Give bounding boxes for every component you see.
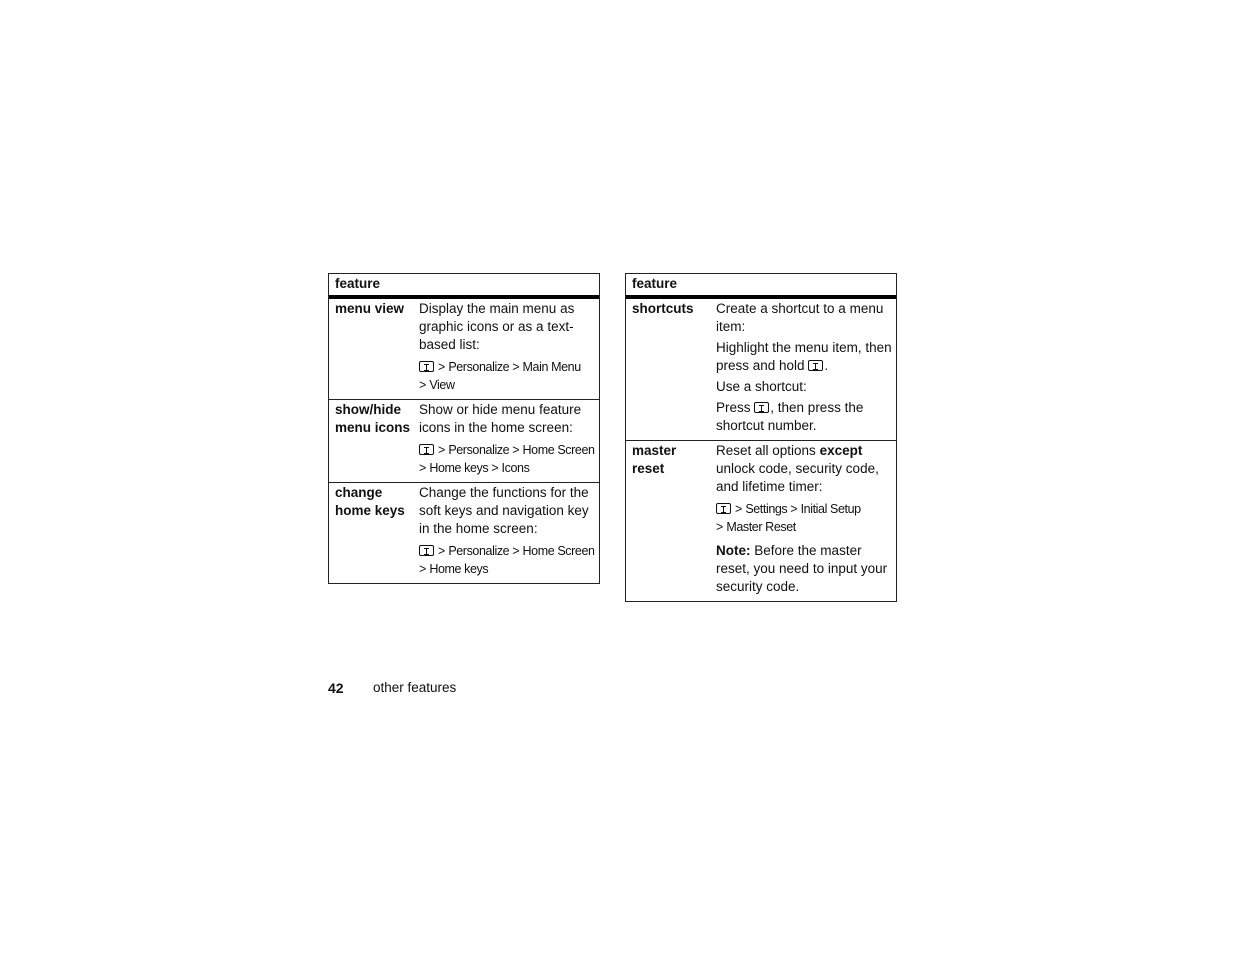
table-row — [329, 299, 599, 399]
feature-description: Display the main menu as graphic icons or as a text-based list: > Personalize > Main Menu > View — [414, 299, 599, 399]
feature-name: master reset — [632, 443, 677, 476]
feature-table-right — [625, 273, 897, 602]
feature-description: Reset all options except unlock code, security code, and lifetime timer: > Settings > Initial Setup > Master Reset Note: Before the master reset, you need to input your security code. — [711, 441, 896, 601]
feature-name: show/hide menu icons — [335, 402, 411, 435]
feature-description: Create a shortcut to a menu item: Highlight the menu item, then press and hold . Use a shortcut: Press , then press the shortcut number. — [716, 301, 892, 433]
menu-key-icon — [419, 545, 434, 556]
table-header: feature — [329, 274, 599, 299]
menu-key-icon — [419, 361, 434, 372]
menu-key-icon — [808, 360, 823, 371]
feature-table-left — [328, 273, 600, 584]
feature-name: shortcuts — [632, 301, 694, 316]
menu-key-icon — [419, 444, 434, 455]
table-row — [626, 299, 896, 440]
menu-path: > Personalize > Home Screen > Home keys > Icons — [419, 443, 595, 475]
menu-path: > Personalize > Home Screen > Home keys — [419, 544, 595, 576]
section-title: other features — [373, 680, 457, 695]
feature-description: Change the functions for the soft keys and navigation key in the home screen: > Personalize > Home Screen > Home keys — [419, 485, 595, 576]
menu-path: > Personalize > Main Menu > View — [419, 360, 581, 392]
table-row — [329, 399, 599, 482]
menu-key-icon — [716, 503, 731, 514]
feature-name: menu view — [335, 301, 405, 316]
menu-path: > Settings > Initial Setup > Master Reset — [716, 502, 861, 534]
note-label: Note: — [716, 543, 751, 558]
table-row — [329, 482, 599, 583]
table-row — [626, 440, 896, 601]
menu-key-icon — [754, 402, 769, 413]
feature-name: change home keys — [335, 485, 405, 518]
table-header: feature — [626, 274, 896, 299]
page-number: 42 — [328, 680, 344, 696]
feature-description: Show or hide menu feature icons in the home screen: > Personalize > Home Screen > Home keys > Icons — [419, 402, 595, 475]
